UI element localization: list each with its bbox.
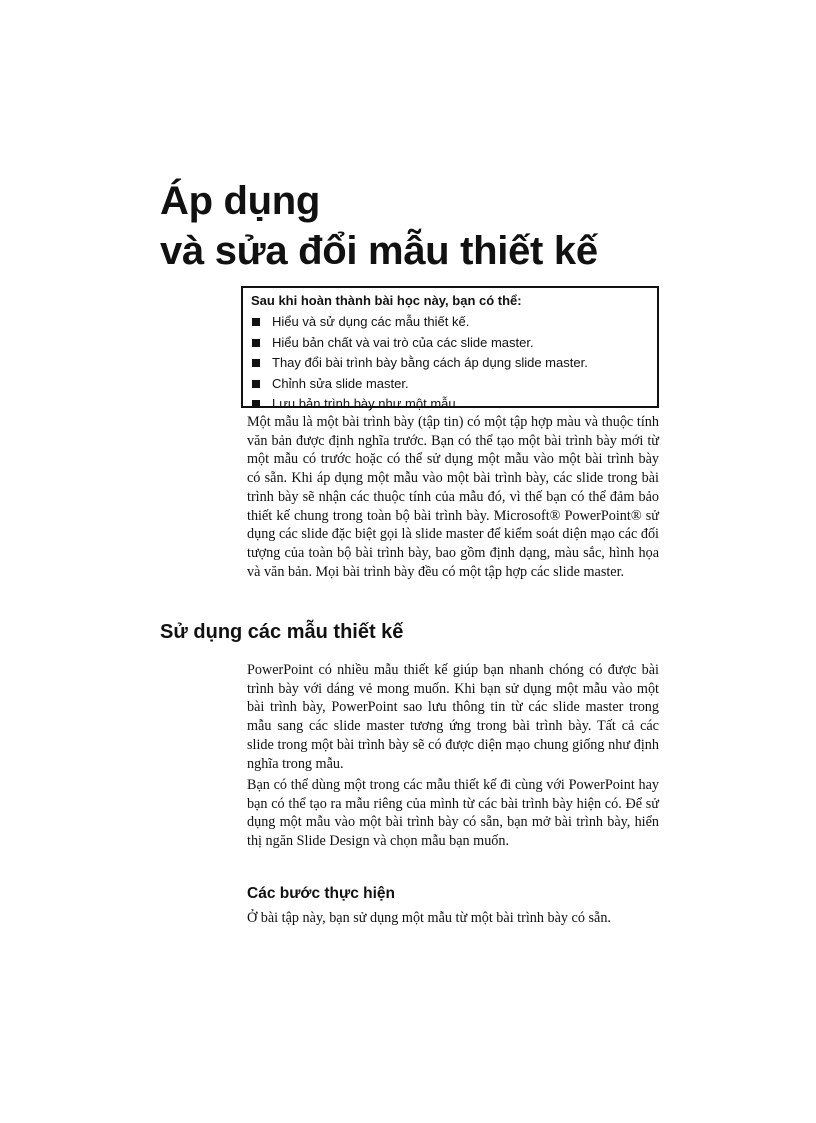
square-bullet-icon: [252, 400, 260, 408]
objectives-list: [251, 312, 647, 415]
section-paragraph: Bạn có thể dùng một trong các mẫu thiết kế đi cùng với PowerPoint hay bạn có thể tạo ra mẫu riêng của mình từ các bài trình bày hiện có. Để sử dụng một mẫu vào một bài trình bày có sẵn, bạn mở bài trình bày, hiển thị ngăn Slide Design và chọn mẫu bạn muốn.: [247, 777, 659, 850]
objective-text: Lưu bản trình bày như một mẫu.: [272, 396, 460, 411]
learning-objectives-box: [241, 286, 659, 411]
list-item: [251, 333, 647, 354]
objective-text: Hiểu và sử dụng các mẫu thiết kế.: [272, 314, 470, 329]
intro-paragraph: Một mẫu là một bài trình bày (tập tin) có một tập hợp màu và thuộc tính văn bản được định nghĩa trước. Bạn có thể tạo một bài trình bày mới từ một mẫu có trước hoặc có thể sử dụng một mẫu vào một bài trình bày có sẵn. Khi áp dụng một mẫu vào một bài trình bày, các slide trong bài trình bày sẽ nhận các thuộc tính của mẫu đó, vì thế bạn có thể đảm bảo thiết kế chung trong toàn bộ bài trình bày. Microsoft® PowerPoint® sử dụng các slide đặc biệt gọi là slide master để kiểm soát diện mạo các đối tượng của toàn bộ bài trình bày, bao gồm định dạng, màu sắc, hình họa và văn bản. Mọi bài trình bày đều có một tập hợp các slide master.: [247, 414, 659, 580]
objective-text: Chỉnh sửa slide master.: [272, 375, 409, 391]
objective-text: Hiểu bản chất và vai trò của các slide master.: [272, 334, 534, 350]
objective-text: Thay đổi bài trình bày bằng cách áp dụng slide master.: [272, 355, 588, 370]
section-heading: Sử dụng các mẫu thiết kế: [160, 621, 404, 643]
chapter-title-line2: và sửa đổi mẫu thiết kế: [160, 229, 598, 273]
list-item: [251, 394, 647, 415]
list-item: [251, 353, 647, 374]
square-bullet-icon: [252, 339, 260, 347]
square-bullet-icon: [252, 380, 260, 388]
steps-heading: Các bước thực hiện: [247, 885, 396, 902]
square-bullet-icon: [252, 359, 260, 367]
square-bullet-icon: [252, 318, 260, 326]
chapter-title: [160, 176, 780, 276]
list-item: [251, 374, 647, 395]
list-item: [251, 312, 647, 333]
chapter-title-line1: Áp dụng: [160, 179, 321, 223]
objectives-heading: Sau khi hoàn thành bài học này, bạn có thể:: [251, 293, 522, 308]
steps-paragraph: Ở bài tập này, bạn sử dụng một mẫu từ một bài trình bày có sẵn.: [247, 910, 611, 926]
section-paragraph: PowerPoint có nhiều mẫu thiết kế giúp bạn nhanh chóng có được bài trình bày với dáng vẻ mong muốn. Khi bạn sử dụng một mẫu vào một bài trình bày, PowerPoint sao lưu thông tin từ các slide master trong mẫu sang các slide master tương ứng trong bài trình bày. Tất cả các slide trong một bài trình bày sẽ có được diện mạo chung giống như định nghĩa trong mẫu.: [247, 662, 659, 772]
